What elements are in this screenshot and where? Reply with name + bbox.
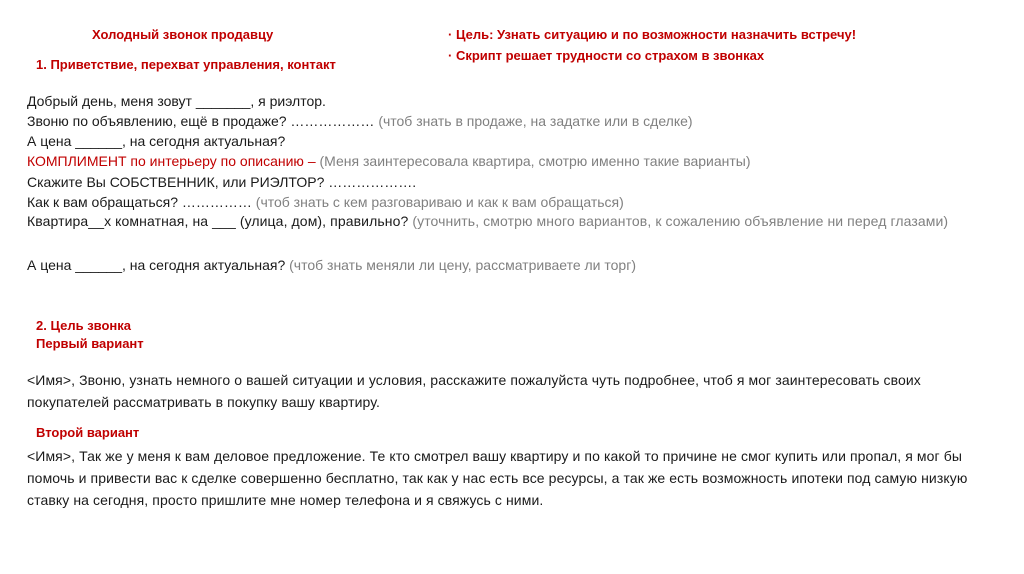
greeting-line-6-note: (чтоб знать с кем разговариваю и как к вам обращаться) <box>255 194 624 210</box>
greeting-line-2 <box>27 113 693 130</box>
variant2-title: Второй вариант <box>36 425 140 440</box>
goal-note: · Цель: Узнать ситуацию и по возможности назначить встречу! <box>448 27 857 42</box>
greeting-line-4 <box>27 153 751 170</box>
greeting-line-2-main: Звоню по объявлению, ещё в продаже? ……………… <box>27 113 375 129</box>
section2-heading: 2. Цель звонка <box>36 318 132 333</box>
greeting-line-6 <box>27 194 624 211</box>
greeting-line-6-main: Как к вам обращаться? …………… <box>27 194 252 210</box>
greeting-line-7-note: (уточнить, смотрю много вариантов, к сожалению объявление ни перед глазами) <box>412 213 949 229</box>
greeting-line-5: Скажите Вы СОБСТВЕННИК, или РИЭЛТОР? ………………. <box>27 174 417 190</box>
compliment-dash: – <box>303 153 320 169</box>
document-title: Холодный звонок продавцу <box>92 27 274 42</box>
greeting-line-8-main: А цена ______, на сегодня актуальная? <box>27 257 286 273</box>
greeting-line-1: Добрый день, меня зовут _______, я риэлтор. <box>27 93 326 109</box>
section1-heading: 1. Приветствие, перехват управления, контакт <box>36 57 336 72</box>
script-note: · Скрипт решает трудности со страхом в звонках <box>448 48 765 63</box>
greeting-line-7 <box>27 212 982 231</box>
greeting-line-7-main: Квартира__х комнатная, на ___ (улица, дом), правильно? <box>27 213 409 229</box>
variant1-title: Первый вариант <box>36 336 144 351</box>
greeting-line-3: А цена ______, на сегодня актуальная? <box>27 133 286 149</box>
greeting-line-8 <box>27 257 636 274</box>
compliment-label: КОМПЛИМЕНТ по интерьеру по описанию <box>27 153 304 169</box>
greeting-line-2-note: (чтоб знать в продаже, на задатке или в сделке) <box>378 113 693 129</box>
variant2-text: <Имя>, Так же у меня к вам деловое предложение. Те кто смотрел вашу квартиру и по какой то причине не смог купить или пропал, я мог бы помочь и привести вас к сделке совершенно бесплатно, так как у нас есть все ресурсы, а так же есть возможность ипотеки под самую низкую ставку на сегодня, просто пришлите мне номер телефона и я свяжусь с ними. <box>27 448 968 508</box>
greeting-line-8-note: (чтоб знать меняли ли цену, рассматриваете ли торг) <box>289 257 636 273</box>
greeting-line-4-note: (Меня заинтересовала квартира, смотрю именно такие варианты) <box>319 153 751 169</box>
variant1-text: <Имя>, Звоню, узнать немного о вашей ситуации и условия, расскажите пожалуйста чуть подробнее, чтоб я мог заинтересовать своих покупателей рассматривать в покупку вашу квартиру. <box>27 372 921 410</box>
